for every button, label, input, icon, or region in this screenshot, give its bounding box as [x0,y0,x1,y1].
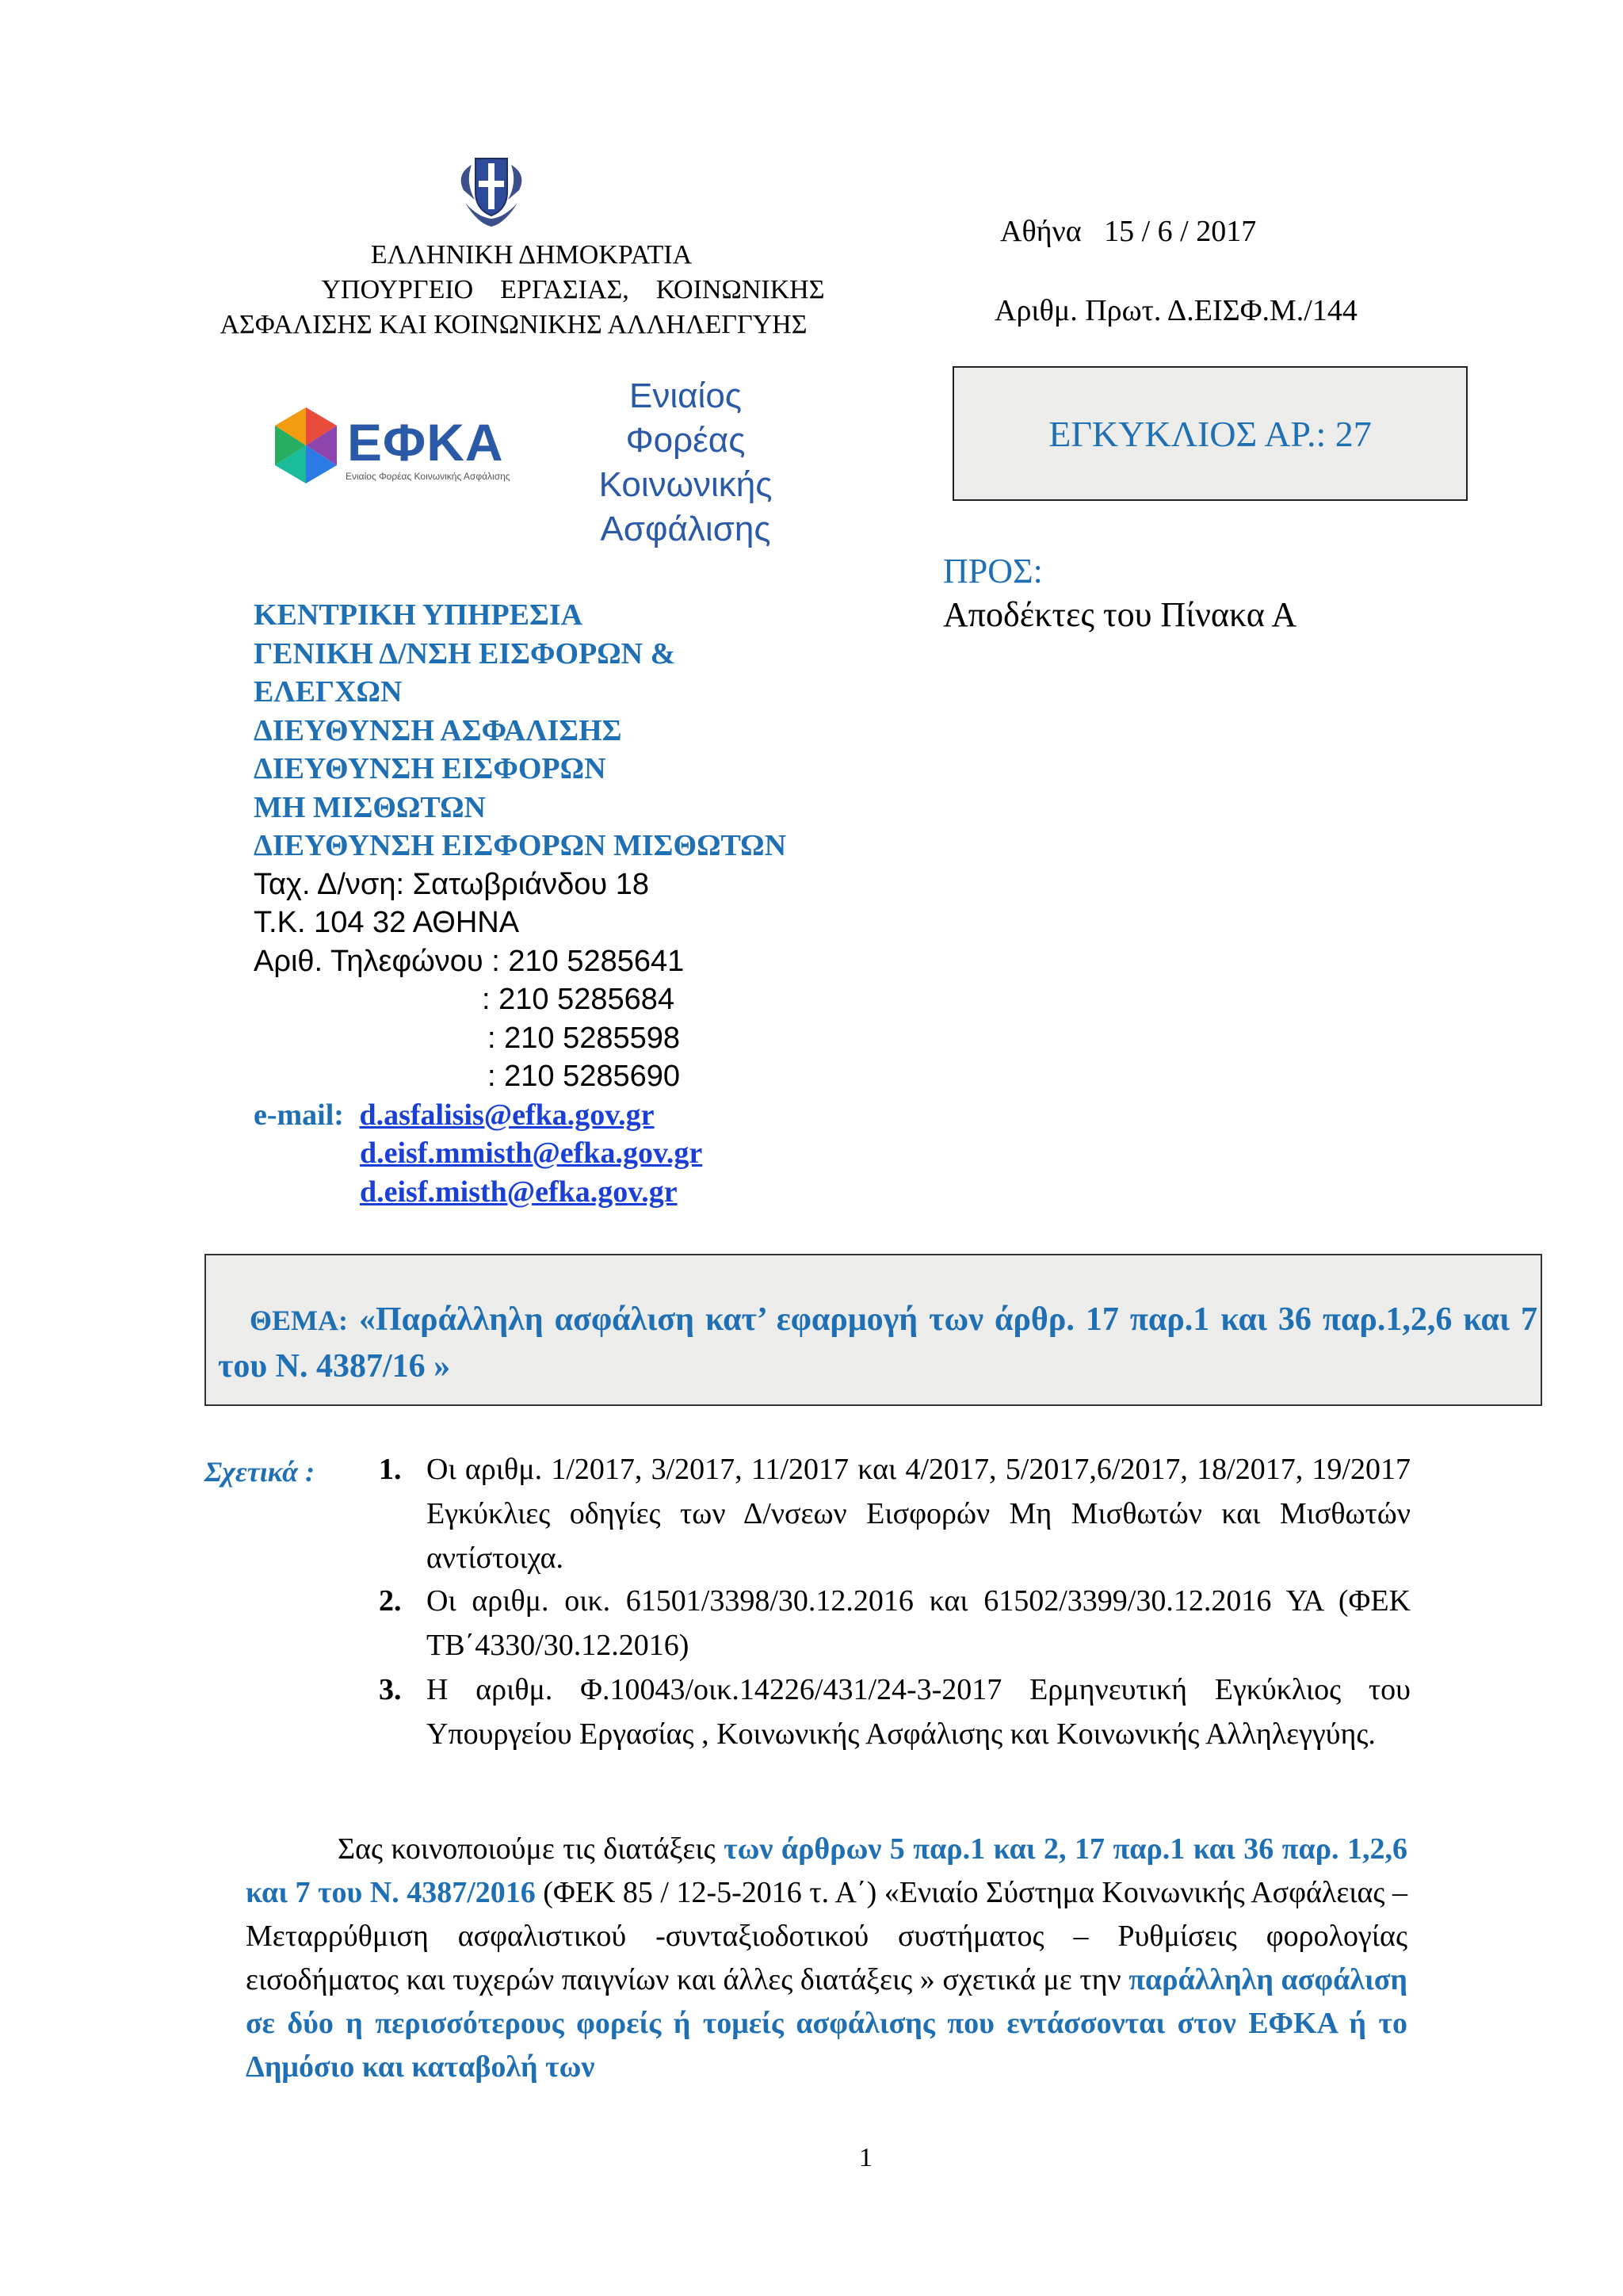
phone-line: Αριθ. Τηλεφώνου : 210 5285641 [254,944,685,978]
efka-logo-icon [273,406,338,485]
related-item-text: Οι αριθμ. οικ. 61501/3398/30.12.2016 και 61502/3399/30.12.2016 ΥΑ (ΦΕΚ ΤΒ΄4330/30.12.2016) [426,1584,1411,1662]
org-name-line: Φορέας [625,421,746,460]
subject-text [218,1297,1537,1389]
phone-line: : 210 5285684 [482,983,675,1016]
email-row [254,1096,786,1135]
street-address: Ταχ. Δ/νση: Σατωβριάνδου 18 [254,867,649,901]
phone-line: : 210 5285598 [487,1021,681,1055]
department-line: ΚΕΝΤΡΙΚΗ ΥΠΗΡΕΣΙΑ [254,598,583,632]
ministry-line-1: ΕΛΛΗΝΙΚΗ ΔΗΜΟΚΡΑΤΙΑ [370,240,693,269]
email-link-asfalisis[interactable]: d.asfalisis@efka.gov.gr [359,1098,655,1132]
organization-name [543,374,828,552]
efka-logo-text: ΕΦΚΑ [347,413,504,472]
page-number: 1 [859,2143,873,2172]
related-item-text: Η αριθμ. Φ.10043/οικ.14226/431/24-3-2017 Ερμηνευτική Εγκύκλιος του Υπουργείου Εργασίας , Κοινωνικής Ασφάλισης και Κοινωνικής Αλληλεγγύης. [426,1673,1411,1751]
body-text: Σας κοινοποιούμε τις διατάξεις [338,1832,724,1866]
circular-box [953,366,1468,501]
circular-title: ΕΓΚΥΚΛΙΟΣ ΑΡ.: 27 [1048,413,1372,454]
phone-line: : 210 5285690 [487,1060,681,1093]
subject-title: «Παράλληλη ασφάλιση κατ’ εφαρμογή των άρθρ. 17 παρ.1 και 36 παρ.1,2,6 και 7 του Ν. 4387/16 » [218,1301,1537,1385]
related-item-number: 1. [379,1453,402,1486]
department-line: ΔΙΕΥΘΥΝΣΗ ΕΙΣΦΟΡΩΝ ΜΙΣΘΩΤΩΝ [254,829,787,862]
body-emphasis: παράλληλη ασφάλιση σε δύο η περισσότερους φορείς ή τομείς ασφάλισης που εντάσσονται στον ΕΦΚΑ ή το Δημόσιο και καταβολή των [246,1963,1407,2084]
greek-emblem-icon [448,151,535,230]
postal-code: Τ.Κ. 104 32 ΑΘΗΝΑ [254,906,520,939]
related-item-number: 3. [379,1673,402,1706]
related-item-text: Οι αριθμ. 1/2017, 3/2017, 11/2017 και 4/2017, 5/2017,6/2017, 18/2017, 19/2017 Εγκύκλιες οδηγίες των Δ/νσεων Εισφορών Μη Μισθωτών και Μισθωτών αντίστοιχα. [426,1453,1411,1575]
document-date: Αθήνα 15 / 6 / 2017 [1000,215,1257,248]
department-line: ΜΗ ΜΙΣΘΩΤΩΝ [254,790,486,824]
ministry-line-3: ΑΣΦΑΛΙΣΗΣ ΚΑΙ ΚΟΙΝΩΝΙΚΗΣ ΑΛΛΗΛΕΓΓΥΗΣ [220,310,808,339]
sender-address-block [254,596,786,1211]
body-text: (ΦΕΚ 85 / 12-5-2016 τ. Α΄) «Ενιαίο Σύστημα Κοινωνικής Ασφάλειας – Μεταρρύθμιση ασφαλιστικού -συνταξιοδοτικού συστήματος – Ρυθμίσεις φορολογίας εισοδήματος και τυχερών παιγνίων και άλλες διατάξεις » σχετικά με την [246,1876,1407,1996]
body-paragraph [246,1828,1407,2089]
department-line: ΔΙΕΥΘΥΝΣΗ ΑΣΦΑΛΙΣΗΣ [254,713,622,747]
email-link-misth[interactable]: d.eisf.misth@efka.gov.gr [360,1175,678,1209]
ministry-line-2: ΥΠΟΥΡΓΕΙΟ ΕΡΓΑΣΙΑΣ, ΚΟΙΝΩΝΙΚΗΣ [321,275,825,304]
efka-logo-tagline: Ενιαίος Φορέας Κοινωνικής Ασφάλισης [346,471,510,482]
related-item-number: 2. [379,1584,402,1618]
org-name-line: Ενιαίος [628,376,742,415]
to-label: ΠΡΟΣ: [943,552,1043,590]
protocol-number: Αριθμ. Πρωτ. Δ.ΕΙΣΦ.Μ./144 [995,294,1358,327]
department-line: ΔΙΕΥΘΥΝΣΗ ΕΙΣΦΟΡΩΝ [254,752,606,785]
recipients: Αποδέκτες του Πίνακα Α [943,595,1297,634]
subject-box [204,1254,1542,1406]
related-label: Σχετικά : [204,1456,315,1488]
department-line: ΓΕΝΙΚΗ Δ/ΝΣΗ ΕΙΣΦΟΡΩΝ & [254,636,676,670]
org-name-line: Ασφάλισης [600,510,771,548]
email-label: e-mail: [254,1098,344,1132]
subject-label: ΘΕΜΑ: [250,1305,348,1336]
body-emphasis: των άρθρων 5 παρ.1 και 2, 17 παρ.1 και 36 παρ. 1,2,6 και 7 του Ν. 4387/2016 [246,1832,1407,1909]
email-link-mmisth[interactable]: d.eisf.mmisth@efka.gov.gr [360,1137,703,1170]
department-line: ΕΛΕΓΧΩΝ [254,675,403,709]
org-name-line: Κοινωνικής [598,465,773,504]
